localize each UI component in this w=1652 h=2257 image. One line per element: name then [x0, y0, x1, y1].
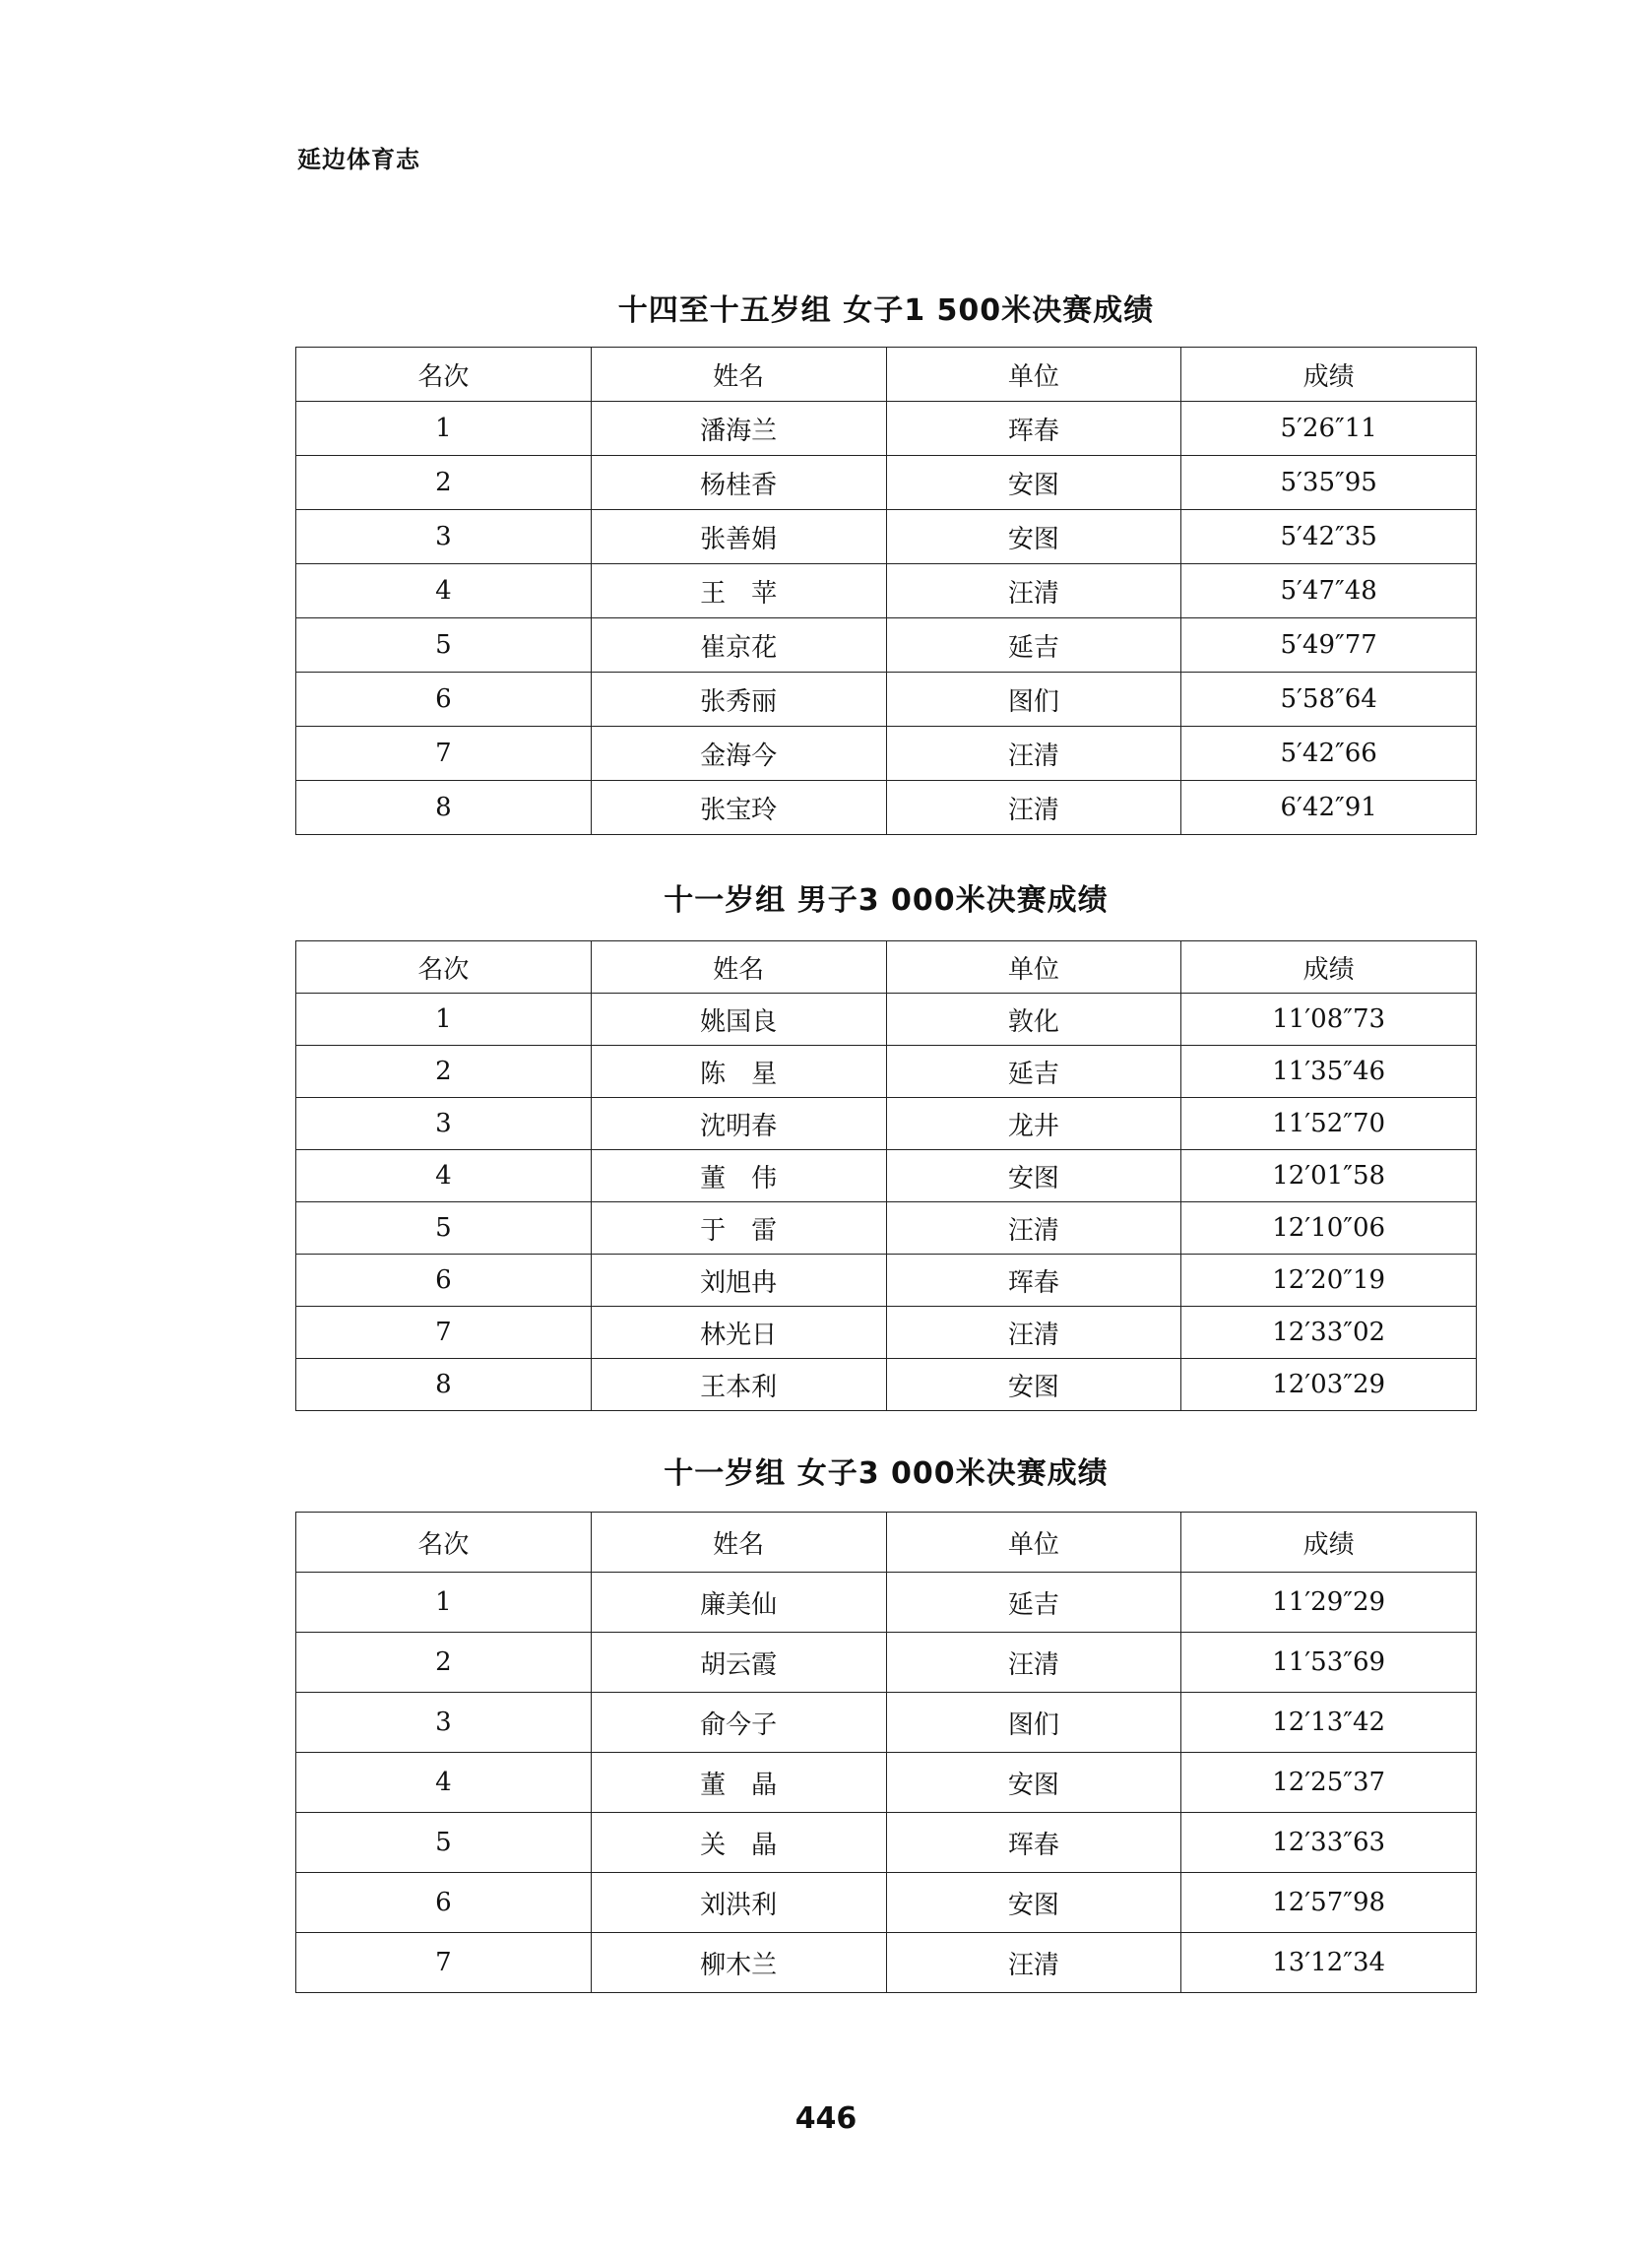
table-row — [296, 1813, 1477, 1873]
rank-cell: 3 — [296, 1098, 592, 1150]
unit-cell: 图们 — [886, 1693, 1181, 1753]
rank-cell: 6 — [296, 1873, 592, 1933]
unit-cell: 汪清 — [886, 1307, 1181, 1359]
rank-cell: 8 — [296, 781, 592, 835]
table-row — [296, 1150, 1477, 1202]
table-row — [296, 673, 1477, 727]
name-cell: 姚国良 — [591, 994, 886, 1046]
table-row — [296, 618, 1477, 673]
result-cell: 12′03″29 — [1181, 1359, 1477, 1411]
result-cell: 12′25″37 — [1181, 1753, 1477, 1813]
rank-cell: 1 — [296, 1573, 592, 1633]
unit-cell: 珲春 — [886, 1813, 1181, 1873]
result-cell: 5′47″48 — [1181, 564, 1477, 618]
result-cell: 11′29″29 — [1181, 1573, 1477, 1633]
name-cell: 胡云霞 — [591, 1633, 886, 1693]
rank-cell: 8 — [296, 1359, 592, 1411]
name-cell: 金海今 — [591, 727, 886, 781]
name-cell: 董 晶 — [591, 1753, 886, 1813]
name-cell: 潘海兰 — [591, 402, 886, 456]
table-row — [296, 1098, 1477, 1150]
rank-cell: 3 — [296, 510, 592, 564]
result-cell: 12′33″63 — [1181, 1813, 1477, 1873]
header-result: 成绩 — [1181, 1513, 1477, 1573]
name-cell: 俞今子 — [591, 1693, 886, 1753]
result-cell: 12′57″98 — [1181, 1873, 1477, 1933]
result-cell: 12′20″19 — [1181, 1255, 1477, 1307]
unit-cell: 安图 — [886, 456, 1181, 510]
name-cell: 柳木兰 — [591, 1933, 886, 1993]
rank-cell: 5 — [296, 1813, 592, 1873]
unit-cell: 延吉 — [886, 618, 1181, 673]
name-cell: 陈 星 — [591, 1046, 886, 1098]
header-unit: 单位 — [886, 941, 1181, 994]
rank-cell: 2 — [296, 1046, 592, 1098]
table-header-row — [296, 941, 1477, 994]
unit-cell: 安图 — [886, 1150, 1181, 1202]
table-row — [296, 1573, 1477, 1633]
table-row — [296, 994, 1477, 1046]
table-row — [296, 1753, 1477, 1813]
result-cell: 5′26″11 — [1181, 402, 1477, 456]
header-result: 成绩 — [1181, 348, 1477, 402]
result-cell: 13′12″34 — [1181, 1933, 1477, 1993]
name-cell: 刘洪利 — [591, 1873, 886, 1933]
section-title: 十一岁组 男子3 000米决赛成绩 — [664, 883, 1109, 918]
result-cell: 12′33″02 — [1181, 1307, 1477, 1359]
name-cell: 崔京花 — [591, 618, 886, 673]
unit-cell: 汪清 — [886, 1933, 1181, 1993]
table-row — [296, 1873, 1477, 1933]
results-table — [295, 347, 1477, 835]
name-cell: 林光日 — [591, 1307, 886, 1359]
unit-cell: 敦化 — [886, 994, 1181, 1046]
unit-cell: 珲春 — [886, 402, 1181, 456]
name-cell: 王 苹 — [591, 564, 886, 618]
unit-cell: 安图 — [886, 510, 1181, 564]
table-row — [296, 1307, 1477, 1359]
rank-cell: 2 — [296, 1633, 592, 1693]
unit-cell: 图们 — [886, 673, 1181, 727]
name-cell: 杨桂香 — [591, 456, 886, 510]
name-cell: 王本利 — [591, 1359, 886, 1411]
rank-cell: 1 — [296, 402, 592, 456]
unit-cell: 延吉 — [886, 1573, 1181, 1633]
results-table — [295, 1512, 1477, 1993]
rank-cell: 2 — [296, 456, 592, 510]
rank-cell: 5 — [296, 1202, 592, 1255]
table-row — [296, 1693, 1477, 1753]
section-title: 十一岁组 女子3 000米决赛成绩 — [664, 1456, 1109, 1491]
rank-cell: 4 — [296, 564, 592, 618]
results-section-1 — [295, 291, 1477, 835]
header-unit: 单位 — [886, 1513, 1181, 1573]
unit-cell: 安图 — [886, 1753, 1181, 1813]
result-cell: 5′42″35 — [1181, 510, 1477, 564]
result-cell: 11′08″73 — [1181, 994, 1477, 1046]
unit-cell: 汪清 — [886, 1633, 1181, 1693]
rank-cell: 5 — [296, 618, 592, 673]
header-unit: 单位 — [886, 348, 1181, 402]
header-rank: 名次 — [296, 348, 592, 402]
running-head: 延边体育志 — [297, 146, 420, 173]
unit-cell: 汪清 — [886, 781, 1181, 835]
name-cell: 关 晶 — [591, 1813, 886, 1873]
name-cell: 沈明春 — [591, 1098, 886, 1150]
table-row — [296, 1933, 1477, 1993]
header-name: 姓名 — [591, 348, 886, 402]
table-row — [296, 456, 1477, 510]
table-row — [296, 564, 1477, 618]
header-rank: 名次 — [296, 941, 592, 994]
page-number: 446 — [794, 2101, 858, 2136]
table-row — [296, 1633, 1477, 1693]
unit-cell: 汪清 — [886, 1202, 1181, 1255]
table-row — [296, 781, 1477, 835]
unit-cell: 珲春 — [886, 1255, 1181, 1307]
result-cell: 5′49″77 — [1181, 618, 1477, 673]
result-cell: 6′42″91 — [1181, 781, 1477, 835]
rank-cell: 1 — [296, 994, 592, 1046]
header-name: 姓名 — [591, 1513, 886, 1573]
name-cell: 董 伟 — [591, 1150, 886, 1202]
name-cell: 于 雷 — [591, 1202, 886, 1255]
table-header-row — [296, 348, 1477, 402]
result-cell: 11′35″46 — [1181, 1046, 1477, 1098]
table-row — [296, 510, 1477, 564]
result-cell: 5′58″64 — [1181, 673, 1477, 727]
result-cell: 5′42″66 — [1181, 727, 1477, 781]
table-row — [296, 1202, 1477, 1255]
unit-cell: 龙井 — [886, 1098, 1181, 1150]
unit-cell: 汪清 — [886, 727, 1181, 781]
result-cell: 5′35″95 — [1181, 456, 1477, 510]
results-section-3 — [295, 1452, 1477, 1993]
result-cell: 12′13″42 — [1181, 1693, 1477, 1753]
table-row — [296, 727, 1477, 781]
results-table — [295, 940, 1477, 1411]
result-cell: 11′52″70 — [1181, 1098, 1477, 1150]
name-cell: 张善娟 — [591, 510, 886, 564]
unit-cell: 延吉 — [886, 1046, 1181, 1098]
header-name: 姓名 — [591, 941, 886, 994]
table-row — [296, 1359, 1477, 1411]
name-cell: 廉美仙 — [591, 1573, 886, 1633]
rank-cell: 7 — [296, 727, 592, 781]
header-rank: 名次 — [296, 1513, 592, 1573]
rank-cell: 7 — [296, 1307, 592, 1359]
header-result: 成绩 — [1181, 941, 1477, 994]
result-cell: 12′10″06 — [1181, 1202, 1477, 1255]
table-row — [296, 1255, 1477, 1307]
unit-cell: 安图 — [886, 1359, 1181, 1411]
result-cell: 11′53″69 — [1181, 1633, 1477, 1693]
rank-cell: 6 — [296, 1255, 592, 1307]
rank-cell: 4 — [296, 1150, 592, 1202]
table-header-row — [296, 1513, 1477, 1573]
rank-cell: 3 — [296, 1693, 592, 1753]
unit-cell: 安图 — [886, 1873, 1181, 1933]
table-row — [296, 402, 1477, 456]
name-cell: 刘旭冉 — [591, 1255, 886, 1307]
unit-cell: 汪清 — [886, 564, 1181, 618]
result-cell: 12′01″58 — [1181, 1150, 1477, 1202]
name-cell: 张宝玲 — [591, 781, 886, 835]
rank-cell: 7 — [296, 1933, 592, 1993]
rank-cell: 4 — [296, 1753, 592, 1813]
table-row — [296, 1046, 1477, 1098]
section-title: 十四至十五岁组 女子1 500米决赛成绩 — [617, 293, 1155, 328]
name-cell: 张秀丽 — [591, 673, 886, 727]
rank-cell: 6 — [296, 673, 592, 727]
results-section-2 — [295, 879, 1477, 1411]
